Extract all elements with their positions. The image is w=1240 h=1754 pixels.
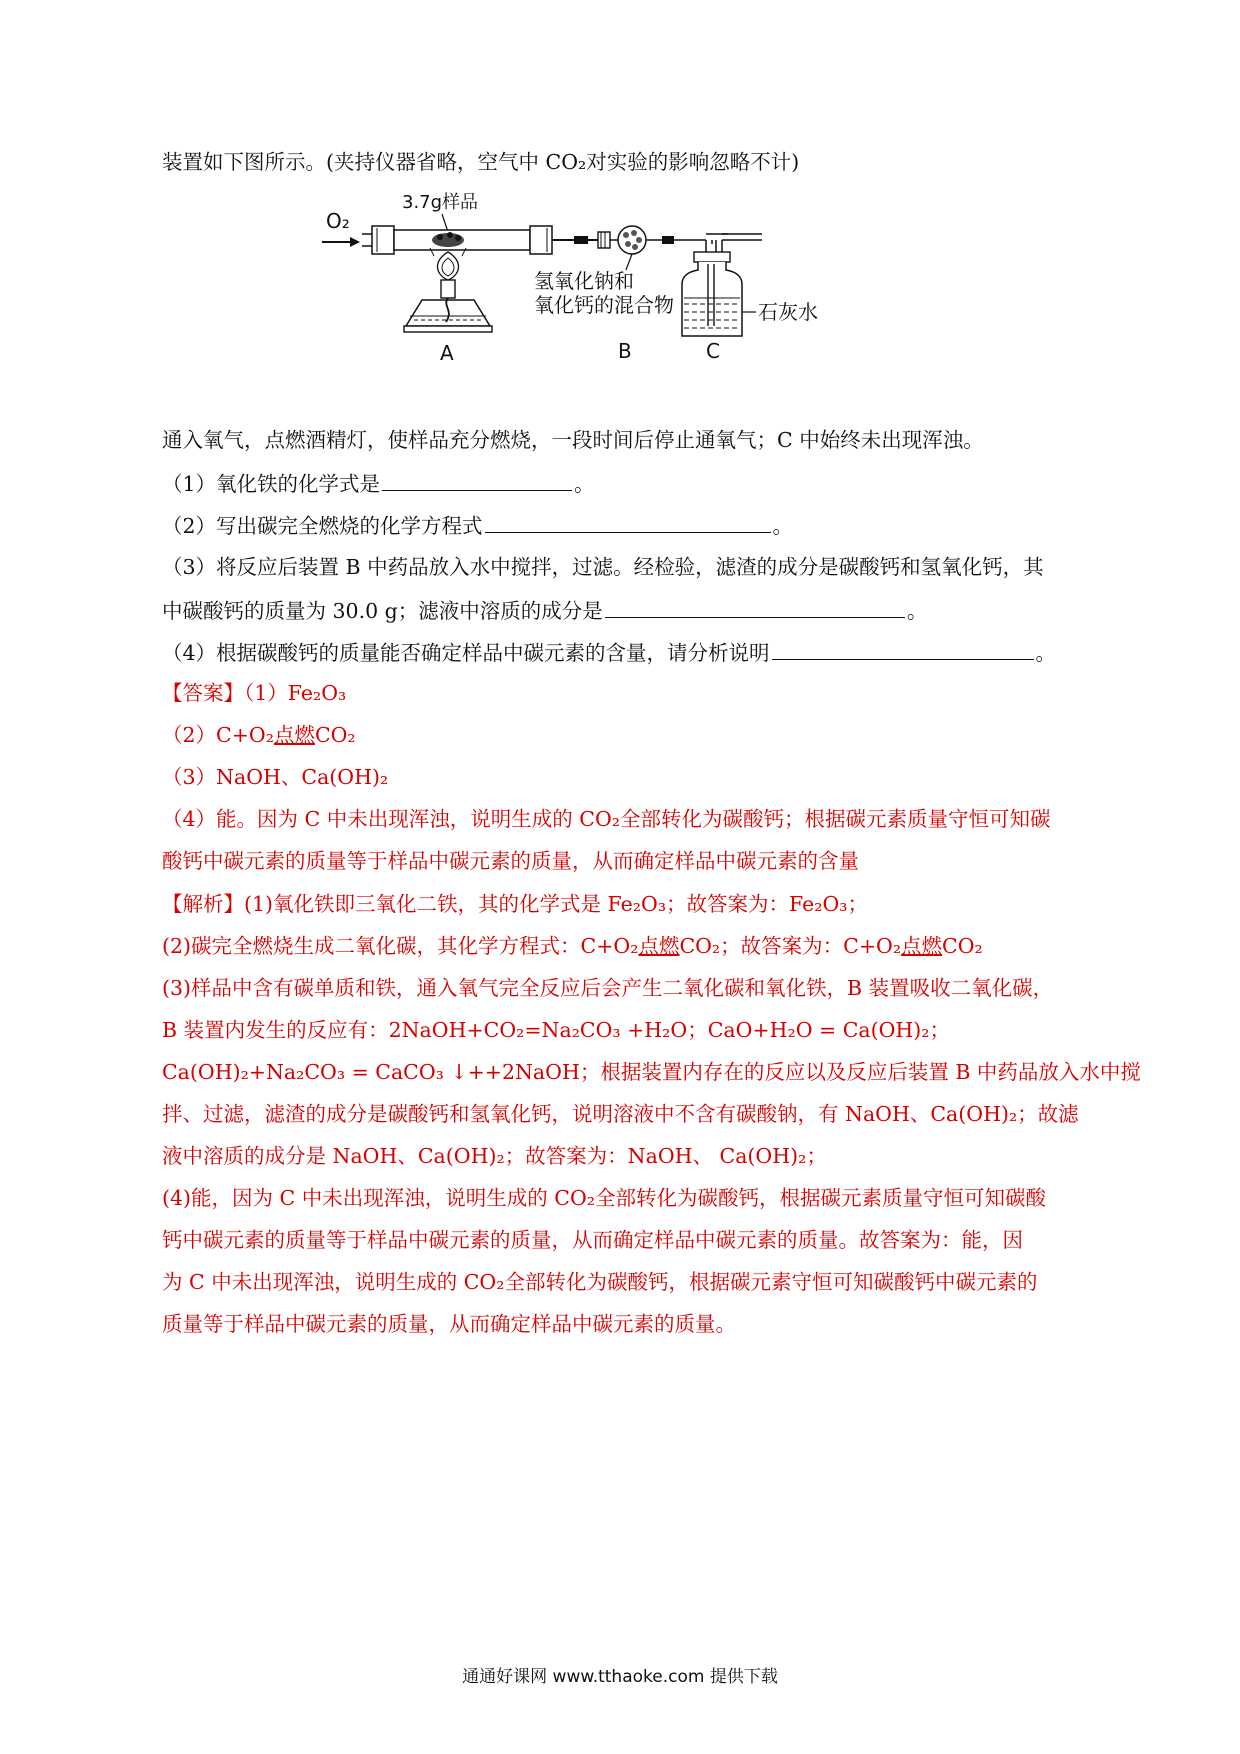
analysis-line-8: (4)能，因为 C 中未出现浑浊，说明生成的 CO₂全部转化为碳酸钙，根据碳元素质量守恒可知碳酸 [162,1186,1046,1210]
answer-2 [162,721,1092,749]
analysis-line-6: 拌、过滤，滤渣的成分是碳酸钙和氢氧化钙，说明溶液中不含有碳酸钠，有 NaOH、Ca(OH)₂；故滤 [162,1102,1079,1126]
sample-label: 3.7g样品 [402,192,479,213]
analysis-line-10: 为 C 中未出现浑浊，说明生成的 CO₂全部转化为碳酸钙，根据碳元素守恒可知碳酸钙中碳元素的 [162,1270,1038,1294]
question-3-text: 中碳酸钙的质量为 30.0 g；滤液中溶质的成分是 [162,599,603,623]
label-b: B [618,339,632,363]
analysis-2-condition-1: 点燃 [638,934,680,958]
connector-ab [552,236,598,244]
procedure-text: 通入氧气，点燃酒精灯，使样品充分燃烧，一段时间后停止通氧气；C 中始终未出现浑浊。 [162,428,984,452]
answer-2-reactants: （2）C+O₂ [162,723,274,747]
analysis-2-mid: CO₂；故答案为：C+O₂ [679,934,902,958]
answer-2-product: CO₂ [314,723,356,747]
analysis-2-pre: (2)碳完全燃烧生成二氧化碳，其化学方程式：C+O₂ [162,934,639,958]
analysis-line-3: (3)样品中含有碳单质和铁，通入氧气完全反应后会产生二氧化碳和氧化铁，B 装置吸收二氧化碳， [162,976,1054,1000]
page-footer: 通通好课网 www.tthaoke.com 提供下载 [462,1667,778,1687]
question-1 [162,468,1092,498]
answer-3: （3）NaOH、Ca(OH)₂ [162,765,389,789]
question-4-blank [772,637,1034,660]
apparatus-diagram [322,188,862,410]
analysis-2-post: CO₂ [942,934,983,958]
c-desc: 石灰水 [758,300,818,324]
label-c: C [706,339,720,363]
question-2-end: 。 [772,514,794,538]
drying-tube [598,226,706,270]
question-4-end: 。 [1035,641,1057,665]
answer-4-line1: （4）能。因为 C 中未出现浑浊，说明生成的 CO₂全部转化为碳酸钙；根据碳元素质量守恒可知碳 [162,807,1051,831]
analysis-line-4: B 装置内发生的反应有：2NaOH+CO₂=Na₂CO₃ +H₂O；CaO+H₂O = Ca(OH)₂； [162,1018,951,1042]
question-1-end: 。 [574,472,595,496]
flame [430,248,466,280]
question-1-blank [382,468,572,491]
lime-water-bottle [682,234,762,336]
o2-label: O₂ [326,209,350,233]
analysis-line-2 [162,932,1092,960]
b-desc-line1: 氢氧化钠和 [534,269,634,293]
question-4 [162,637,1092,667]
analysis-line-1: 【解析】(1)氧化铁即三氧化二铁，其的化学式是 Fe₂O₃；故答案为：Fe₂O₃； [162,892,869,916]
question-4-text: （4）根据碳酸钙的质量能否确定样品中碳元素的含量，请分析说明 [162,641,770,665]
answer-4-line2: 酸钙中碳元素的质量等于样品中碳元素的质量，从而确定样品中碳元素的含量 [162,849,859,873]
answer-2-condition: 点燃 [273,723,315,747]
question-3-line2 [162,595,1092,625]
question-2-text: （2）写出碳完全燃烧的化学方程式 [162,514,483,538]
analysis-line-11: 质量等于样品中碳元素的质量，从而确定样品中碳元素的质量。 [162,1312,736,1336]
question-3-line1: （3）将反应后装置 B 中药品放入水中搅拌，过滤。经检验，滤渣的成分是碳酸钙和氢氧化钙，其 [162,555,1044,579]
b-desc-line2: 氧化钙的混合物 [534,293,674,317]
intro-text: 装置如下图所示。(夹持仪器省略，空气中 CO₂对实验的影响忽略不计) [162,150,800,174]
answer-1: 【答案】（1）Fe₂O₃ [162,681,347,705]
analysis-line-9: 钙中碳元素的质量等于样品中碳元素的质量，从而确定样品中碳元素的质量。故答案为：能，因 [162,1228,1023,1252]
alcohol-lamp [404,280,492,332]
o2-arrowhead [350,237,360,247]
question-2 [162,510,1092,540]
question-3-end: 。 [906,599,928,623]
analysis-line-7: 液中溶质的成分是 NaOH、Ca(OH)₂；故答案为：NaOH、 Ca(OH)₂； [162,1144,827,1168]
analysis-line-5: Ca(OH)₂+Na₂CO₃ = CaCO₃ ↓++2NaOH；根据装置内存在的反应以及反应后装置 B 中药品放入水中搅 [162,1060,1141,1084]
label-a: A [440,341,454,365]
analysis-2-condition-2: 点燃 [901,934,943,958]
question-1-text: （1）氧化铁的化学式是 [162,472,381,496]
question-3-blank [605,595,905,618]
question-2-blank [485,510,771,533]
